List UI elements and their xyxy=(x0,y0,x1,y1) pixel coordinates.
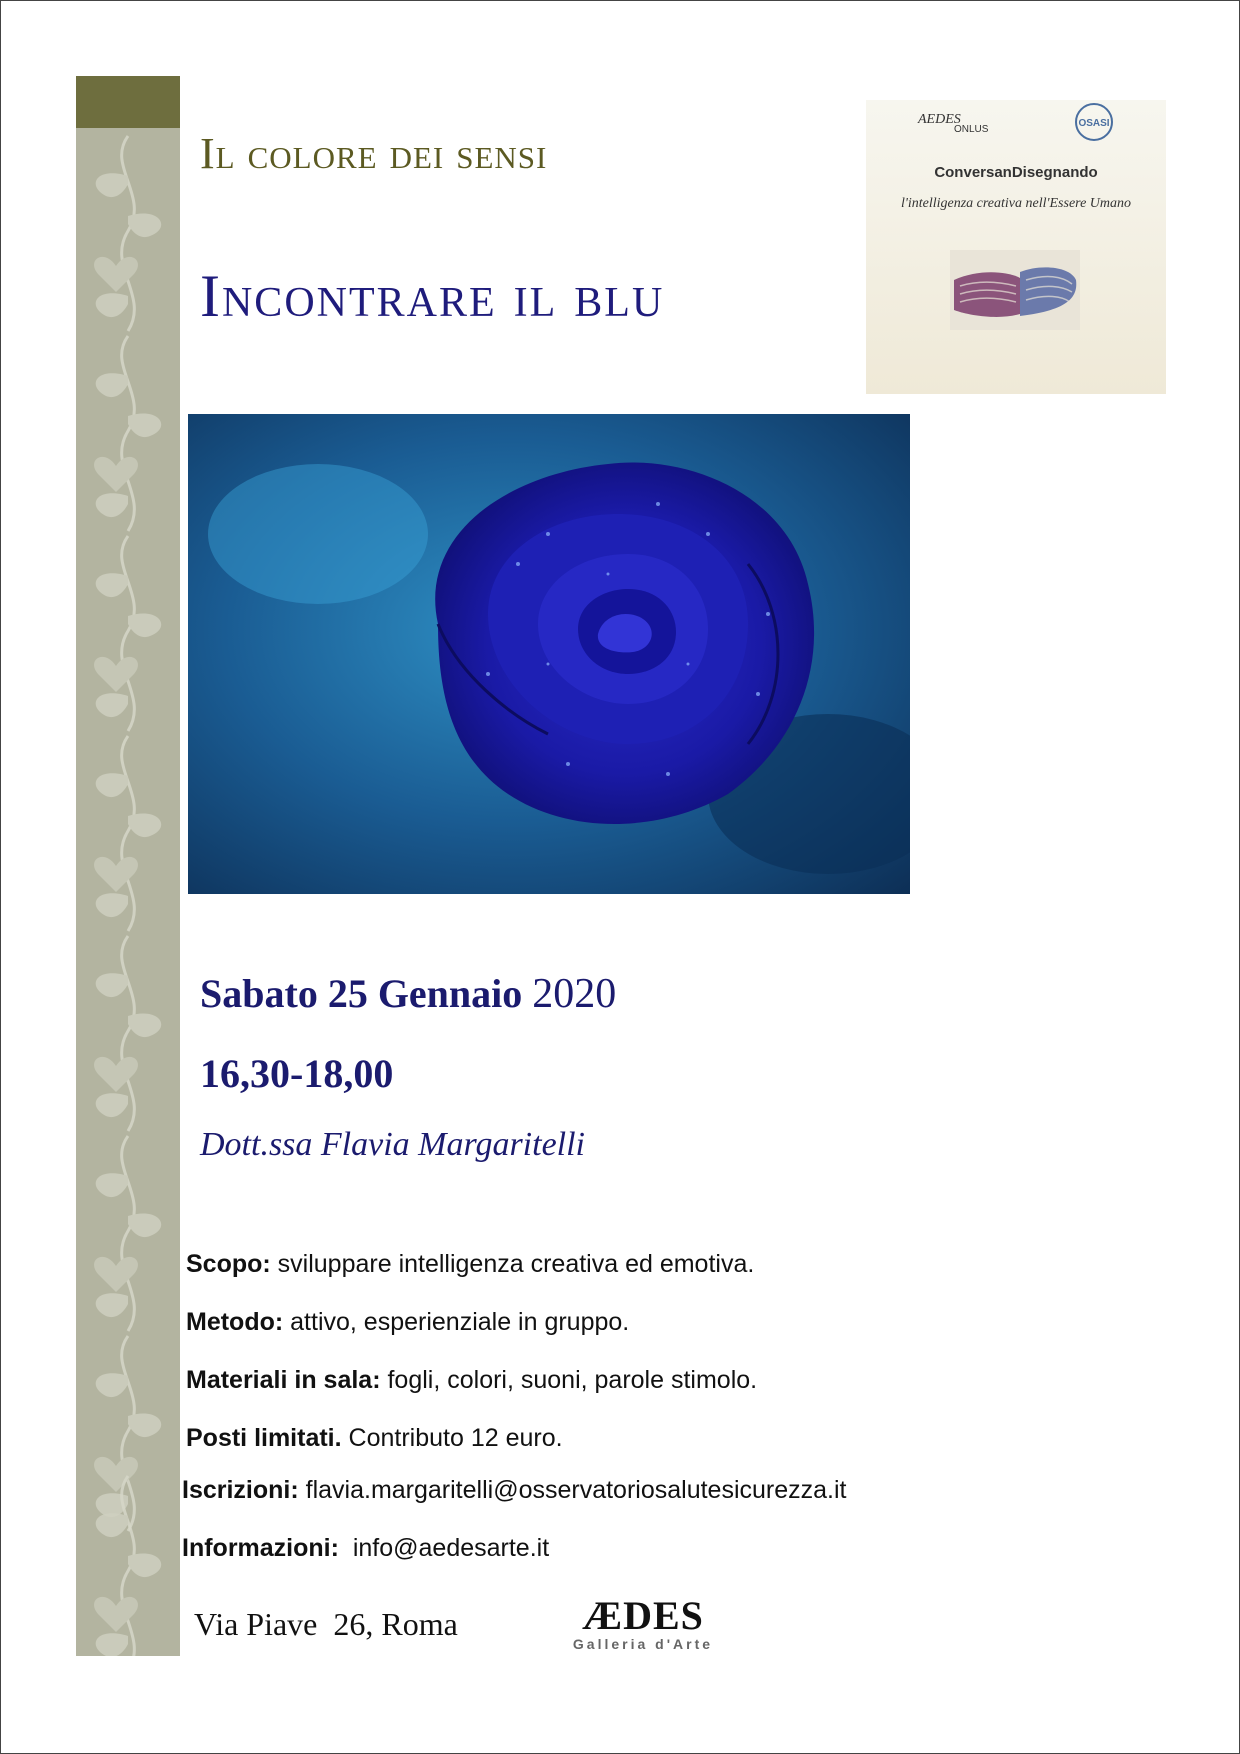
page-title: Incontrare il blu xyxy=(200,263,665,329)
venue-address: Via Piave 26, Roma xyxy=(194,1606,458,1642)
logo-aedes-text: AEDES xyxy=(918,112,961,127)
detail-posti xyxy=(186,1424,563,1453)
detail-label: Posti limitati. xyxy=(186,1424,342,1452)
detail-scopo xyxy=(186,1250,754,1279)
fingerprint-painting-icon xyxy=(950,250,1080,330)
svg-text:OSASI: OSASI xyxy=(1078,118,1110,129)
detail-iscrizioni xyxy=(182,1476,847,1505)
floral-pattern-icon xyxy=(76,76,180,1656)
detail-value: sviluppare intelligenza creativa ed emotiva. xyxy=(270,1250,755,1278)
detail-informazioni xyxy=(182,1534,549,1563)
logo-onlus-text: ONLUS xyxy=(954,124,989,135)
detail-label: Metodo: xyxy=(186,1308,284,1336)
detail-value: attivo, esperienziale in gruppo. xyxy=(283,1308,630,1336)
logo-tagline: l'intelligenza creativa nell'Essere Umano xyxy=(900,196,1132,211)
osasi-logo-icon xyxy=(1072,100,1116,144)
event-series-subtitle: Il colore dei sensi xyxy=(200,129,548,178)
email-link[interactable]: flavia.margaritelli@osservatoriosalutesicurezza.it xyxy=(298,1476,847,1504)
detail-value: Contributo 12 euro. xyxy=(341,1424,563,1452)
detail-label: Materiali in sala: xyxy=(186,1366,381,1394)
detail-label: Iscrizioni: xyxy=(182,1476,299,1504)
event-date-year: 2020 xyxy=(532,971,617,1017)
detail-metodo xyxy=(186,1308,629,1337)
detail-label: Informazioni: xyxy=(182,1534,339,1562)
detail-label: Scopo: xyxy=(186,1250,271,1278)
event-date-day: Sabato 25 Gennaio xyxy=(200,971,523,1016)
info-email-link[interactable]: info@aedesarte.it xyxy=(338,1534,550,1562)
detail-materiali xyxy=(186,1366,757,1395)
logo-name: ConversanDisegnando xyxy=(934,164,1098,181)
event-time: 16,30-18,00 xyxy=(200,1051,394,1096)
event-speaker: Dott.ssa Flavia Margaritelli xyxy=(200,1126,586,1163)
gallery-subtitle: Galleria d'Arte xyxy=(572,1636,714,1652)
event-date xyxy=(200,970,616,1018)
aedes-gallery-logo xyxy=(548,1593,738,1656)
decorative-side-band xyxy=(76,76,180,1656)
gallery-name: ÆDES xyxy=(582,1593,704,1638)
blue-rose-photo xyxy=(188,414,910,894)
side-band-header xyxy=(76,76,180,128)
conversandisegnando-logo xyxy=(866,100,1166,394)
detail-value: fogli, colori, suoni, parole stimolo. xyxy=(380,1366,758,1394)
